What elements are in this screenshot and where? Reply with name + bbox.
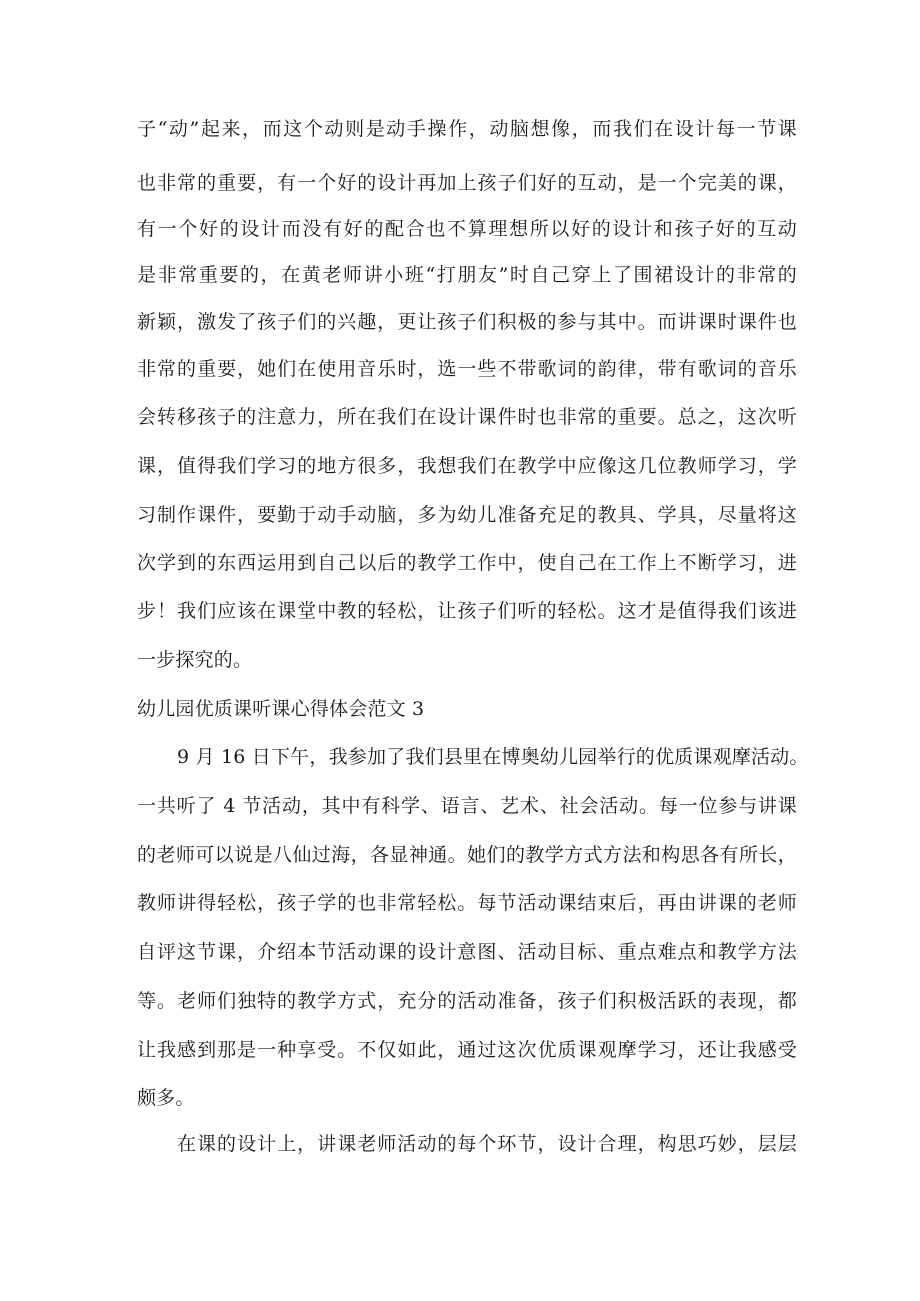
paragraph-line: 习制作课件，要勤于动手动脑，多为幼儿准备充足的教具、学具，尽量将这	[137, 504, 797, 526]
section-heading: 幼儿园优质课听课心得体会范文 3	[137, 698, 425, 720]
paragraph-line: 有一个好的设计而没有好的配合也不算理想所以好的设计和孩子好的互动	[137, 218, 797, 240]
paragraph-line: 次学到的东西运用到自己以后的教学工作中，使自己在工作上不断学习，进	[137, 552, 797, 574]
paragraph-line: 非常的重要，她们在使用音乐时，选一些不带歌词的韵律，带有歌词的音乐	[137, 358, 797, 380]
paragraph-line: 的老师可以说是八仙过海，各显神通。她们的教学方式方法和构思各有所长，	[137, 844, 797, 866]
paragraph-line: 课，值得我们学习的地方很多，我想我们在教学中应像这几位教师学习，学	[137, 455, 797, 477]
paragraph-line: 让我感到那是一种享受。不仅如此，通过这次优质课观摩学习，还让我感受	[137, 1039, 797, 1061]
paragraph-line: 新颖，激发了孩子们的兴趣，更让孩子们积极的参与其中。而讲课时课件也	[137, 311, 797, 333]
paragraph-line: 自评这节课，介绍本节活动课的设计意图、活动目标、重点难点和教学方法	[137, 941, 797, 963]
paragraph-line: 颇多。	[137, 1087, 195, 1109]
paragraph-line: 子“动”起来，而这个动则是动手操作，动脑想像，而我们在设计每一节课	[137, 118, 797, 140]
paragraph-line: 一步探究的。	[137, 649, 253, 671]
paragraph-line: 9 月 16 日下午，我参加了我们县里在博奥幼儿园举行的优质课观摩活动。	[177, 746, 809, 768]
paragraph-line: 在课的设计上，讲课老师活动的每个环节，设计合理，构思巧妙，层层	[177, 1133, 797, 1155]
paragraph-line: 是非常重要的，在黄老师讲小班“打朋友”时自己穿上了围裙设计的非常的	[137, 264, 797, 286]
paragraph-line: 一共听了 4 节活动，其中有科学、语言、艺术、社会活动。每一位参与讲课	[137, 795, 797, 817]
paragraph-line: 等。老师们独特的教学方式，充分的活动准备，孩子们积极活跃的表现，都	[137, 990, 797, 1012]
paragraph-line: 会转移孩子的注意力，所在我们在设计课件时也非常的重要。总之，这次听	[137, 406, 797, 428]
paragraph-line: 步！我们应该在课堂中教的轻松，让孩子们听的轻松。这才是值得我们该进	[137, 600, 797, 622]
paragraph-line: 教师讲得轻松，孩子学的也非常轻松。每节活动课结束后，再由讲课的老师	[137, 892, 797, 914]
paragraph-line: 也非常的重要，有一个好的设计再加上孩子们好的互动，是一个完美的课，	[137, 172, 797, 194]
